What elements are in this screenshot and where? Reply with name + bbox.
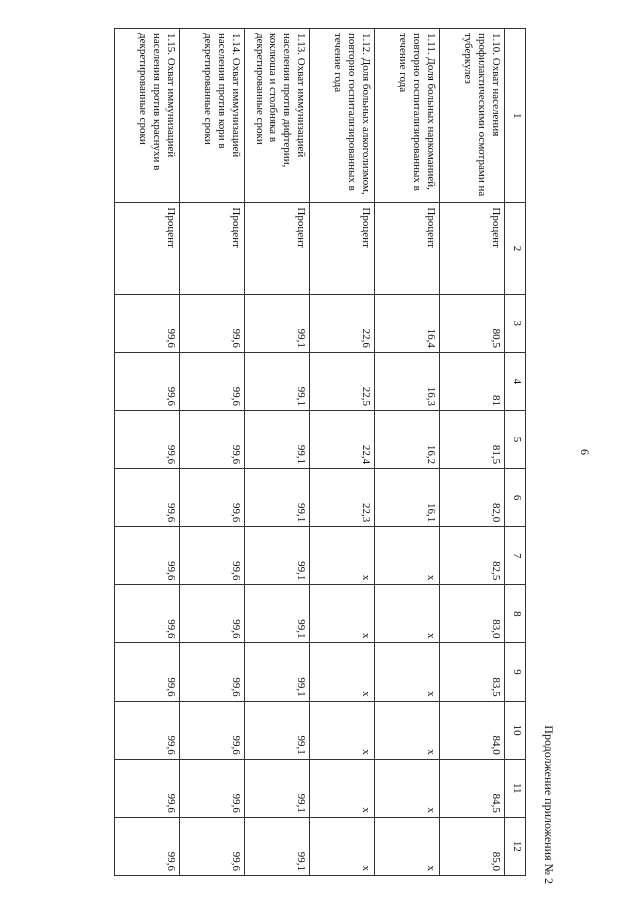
value-cell: 99,6 [115,352,180,410]
value-cell: x [375,527,440,585]
value-cell: 84,5 [440,759,505,817]
value-cell: 99,6 [180,352,245,410]
column-header: 6 [505,469,526,527]
value-cell: 99,6 [180,469,245,527]
indicator-name-cell: 1.13. Охват иммунизацией населения против дифтерии, коклюша и столбняка в декретированные сроки [245,29,310,203]
rotated-page [40,12,600,892]
unit-cell: Процент [115,203,180,294]
value-cell: 99,6 [115,701,180,759]
value-cell: x [375,759,440,817]
column-header: 3 [505,294,526,352]
value-cell: 16,4 [375,294,440,352]
unit-cell: Процент [310,203,375,294]
table-row [375,29,440,876]
unit-cell: Процент [440,203,505,294]
indicator-name-cell: 1.14. Охват иммунизацией населения против кори в декретированные сроки [180,29,245,203]
value-cell: 99,1 [245,585,310,643]
indicator-name-cell: 1.10. Охват населения профилактическими осмотрами на туберкулез [440,29,505,203]
value-cell: x [375,701,440,759]
value-cell: 22,4 [310,410,375,468]
unit-cell: Процент [180,203,245,294]
value-cell: 99,1 [245,294,310,352]
indicator-table [114,28,526,876]
value-cell: 80,5 [440,294,505,352]
value-cell: 83,5 [440,643,505,701]
value-cell: 81,5 [440,410,505,468]
value-cell: 81 [440,352,505,410]
value-cell: 99,6 [180,817,245,875]
value-cell: x [375,643,440,701]
value-cell: 99,6 [180,643,245,701]
value-cell: 16,3 [375,352,440,410]
column-header: 4 [505,352,526,410]
column-header: 2 [505,203,526,294]
value-cell: 83,0 [440,585,505,643]
value-cell: 99,6 [180,527,245,585]
page-number: 6 [578,449,592,455]
value-cell: 16,1 [375,469,440,527]
value-cell: 99,1 [245,817,310,875]
value-cell: 99,1 [245,410,310,468]
unit-cell: Процент [375,203,440,294]
value-cell: x [310,585,375,643]
value-cell: 99,1 [245,643,310,701]
value-cell: 22,3 [310,469,375,527]
value-cell: 99,1 [245,759,310,817]
table-row [310,29,375,876]
value-cell: x [310,759,375,817]
value-cell: 99,6 [180,585,245,643]
table-row [115,29,180,876]
value-cell: x [375,585,440,643]
value-cell: 99,6 [180,759,245,817]
value-cell: 99,6 [115,469,180,527]
value-cell: x [310,817,375,875]
unit-cell: Процент [245,203,310,294]
value-cell: 22,5 [310,352,375,410]
value-cell: 99,6 [180,294,245,352]
value-cell: x [310,527,375,585]
value-cell: 99,6 [115,643,180,701]
indicator-name-cell: 1.12. Доля больных алкоголизмом, повторно госпитализированных в течение года [310,29,375,203]
value-cell: 99,1 [245,352,310,410]
column-header: 10 [505,701,526,759]
value-cell: 82,0 [440,469,505,527]
column-header: 12 [505,817,526,875]
column-header: 1 [505,29,526,203]
value-cell: 82,5 [440,527,505,585]
indicator-name-cell: 1.11. Доля больных наркоманией, повторно госпитализированных в течение года [375,29,440,203]
value-cell: x [310,643,375,701]
column-header: 7 [505,527,526,585]
value-cell: 99,1 [245,469,310,527]
value-cell: 99,6 [180,701,245,759]
continuation-title: Продолжение приложения № 2 [542,725,556,884]
value-cell: 16,2 [375,410,440,468]
value-cell: x [375,817,440,875]
value-cell: 84,0 [440,701,505,759]
value-cell: 22,6 [310,294,375,352]
table-row [245,29,310,876]
header-row [505,29,526,876]
column-header: 11 [505,759,526,817]
column-header: 5 [505,410,526,468]
value-cell: 99,1 [245,701,310,759]
column-header: 8 [505,585,526,643]
value-cell: 99,1 [245,527,310,585]
value-cell: 99,6 [115,527,180,585]
table-row [440,29,505,876]
value-cell: 85,0 [440,817,505,875]
value-cell: 99,6 [115,410,180,468]
column-header: 9 [505,643,526,701]
value-cell: 99,6 [115,585,180,643]
indicator-name-cell: 1.15. Охват иммунизацией населения против краснухи в декретированные сроки [115,29,180,203]
table-row [180,29,245,876]
value-cell: 99,6 [115,294,180,352]
value-cell: 99,6 [180,410,245,468]
value-cell: 99,6 [115,759,180,817]
value-cell: 99,6 [115,817,180,875]
value-cell: x [310,701,375,759]
